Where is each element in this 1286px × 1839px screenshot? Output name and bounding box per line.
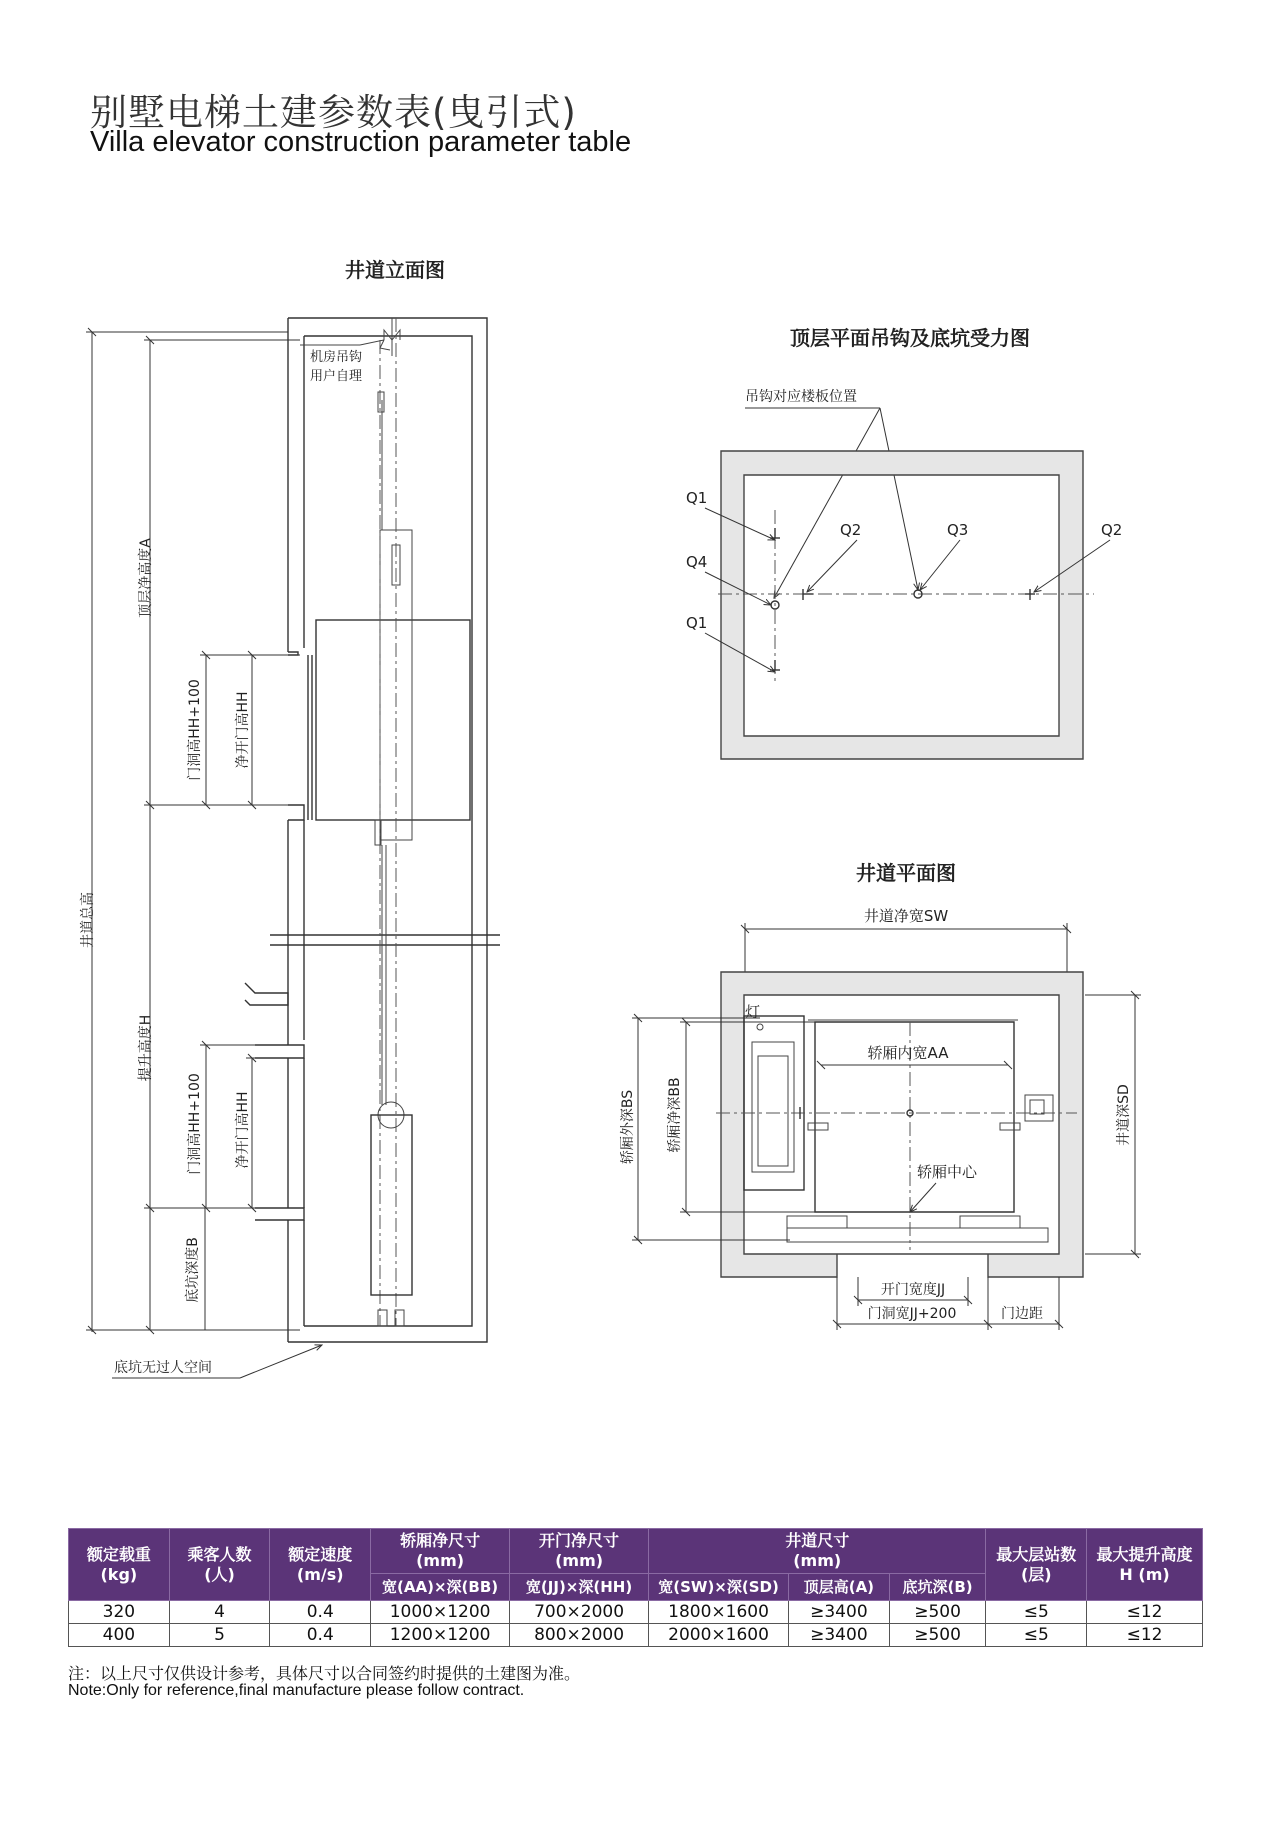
cell-shaft: 1800×1600 (649, 1601, 789, 1624)
table-row (69, 1601, 1203, 1624)
elevation-title: 井道立面图 (345, 258, 445, 282)
label-q3: Q3 (947, 521, 969, 539)
label-shaft-depth: 井道深SD (1116, 1084, 1132, 1146)
header-passengers: 乘客人数 (人) (169, 1529, 270, 1601)
cell-stops: ≤5 (986, 1624, 1087, 1647)
hook-points (770, 528, 1035, 670)
label-q1-top: Q1 (686, 489, 708, 507)
cell-shaft: 2000×1600 (649, 1624, 789, 1647)
label-door-clear-lower: 净开门高HH (235, 1091, 251, 1169)
cell-stops: ≤5 (986, 1601, 1087, 1624)
shaft-elevation-diagram (79, 258, 500, 1378)
label-total-height: 井道总高 (80, 892, 96, 948)
cell-load: 320 (69, 1601, 170, 1624)
cell-top: ≥3400 (789, 1624, 890, 1647)
elevation-dimensions (86, 328, 300, 1334)
cell-load: 400 (69, 1624, 170, 1647)
table-header-row (69, 1529, 1203, 1574)
hook-plan-title: 顶层平面吊钩及底坑受力图 (790, 326, 1030, 350)
parameter-table (68, 1528, 1203, 1647)
subheader-pit: 底坑深(B) (889, 1574, 986, 1601)
header-shaft-size: 井道尺寸 (mm) (649, 1529, 986, 1574)
subheader-door: 宽(JJ)×深(HH) (510, 1574, 649, 1601)
note-cn: 注：以上尺寸仅供设计参考，具体尺寸以合同签约时提供的土建图为准。 (68, 1664, 581, 1683)
cell-car: 1200×1200 (371, 1624, 510, 1647)
label-shaft-width: 井道净宽SW (863, 907, 949, 925)
cell-passengers: 4 (169, 1601, 270, 1624)
label-door-hole-width: 门洞宽JJ+200 (867, 1306, 957, 1322)
label-q2-left: Q2 (840, 521, 862, 539)
cell-door: 800×2000 (510, 1624, 649, 1647)
label-door-hole-upper: 门洞高HH+100 (187, 679, 203, 781)
label-car-center: 轿厢中心 (916, 1163, 978, 1181)
subheader-top: 顶层高(A) (789, 1574, 890, 1601)
label-pit-depth: 底坑深度B (185, 1237, 201, 1303)
label-top-clearance: 顶层净高度A (138, 538, 154, 618)
cell-speed: 0.4 (270, 1601, 371, 1624)
header-car-size: 轿厢净尺寸 (mm) (371, 1529, 510, 1574)
label-door-clear-upper: 净开门高HH (235, 691, 251, 769)
shaft-walls (245, 318, 500, 1342)
label-door-hole-lower: 门洞高HH+100 (187, 1073, 203, 1175)
cell-pit: ≥500 (889, 1601, 986, 1624)
cell-passengers: 5 (169, 1624, 270, 1647)
label-hook-position: 吊钩对应楼板位置 (745, 389, 857, 405)
table-row (69, 1624, 1203, 1647)
label-car-outer-depth: 轿厢外深BS (620, 1089, 636, 1165)
page-title-en: Villa elevator construction parameter table (90, 126, 632, 158)
page-title-cn: 别墅电梯土建参数表(曳引式) (90, 91, 577, 134)
note-en: Note:Only for reference,final manufacture please follow contract. (68, 1682, 525, 1699)
label-q4: Q4 (686, 553, 708, 571)
hook-plan-diagram (686, 326, 1122, 759)
label-car-clear-depth: 轿厢净深BB (667, 1077, 683, 1153)
header-speed: 额定速度 (m/s) (270, 1529, 371, 1601)
label-door-edge: 门边距 (1001, 1306, 1043, 1322)
label-car-inner-width: 轿厢内宽AA (867, 1044, 949, 1062)
subheader-shaft: 宽(SW)×深(SD) (649, 1574, 789, 1601)
label-light: 灯 (745, 1003, 761, 1021)
elevator-car-elevation (300, 318, 470, 1326)
header-door-size: 开门净尺寸 (mm) (510, 1529, 649, 1574)
shaft-plan-title: 井道平面图 (856, 861, 956, 885)
label-pit-note: 底坑无过人空间 (114, 1360, 212, 1376)
cell-top: ≥3400 (789, 1601, 890, 1624)
hook-note-line1: 机房吊钩 (310, 350, 363, 365)
cell-car: 1000×1200 (371, 1601, 510, 1624)
header-max-stops: 最大层站数 (层) (986, 1529, 1087, 1601)
header-max-travel: 最大提升高度 H (m) (1087, 1529, 1203, 1601)
cell-travel: ≤12 (1087, 1624, 1203, 1647)
cell-pit: ≥500 (889, 1624, 986, 1647)
cell-door: 700×2000 (510, 1601, 649, 1624)
label-door-width: 开门宽度JJ (880, 1282, 946, 1298)
shaft-plan-diagram (620, 861, 1141, 1330)
cell-travel: ≤12 (1087, 1601, 1203, 1624)
header-load: 额定载重 (kg) (69, 1529, 170, 1601)
cell-speed: 0.4 (270, 1624, 371, 1647)
label-q1-bottom: Q1 (686, 614, 708, 632)
label-q2-right: Q2 (1101, 521, 1123, 539)
label-travel-height: 提升高度H (138, 1014, 154, 1082)
subheader-car: 宽(AA)×深(BB) (371, 1574, 510, 1601)
hook-note-line2: 用户自理 (310, 369, 363, 384)
